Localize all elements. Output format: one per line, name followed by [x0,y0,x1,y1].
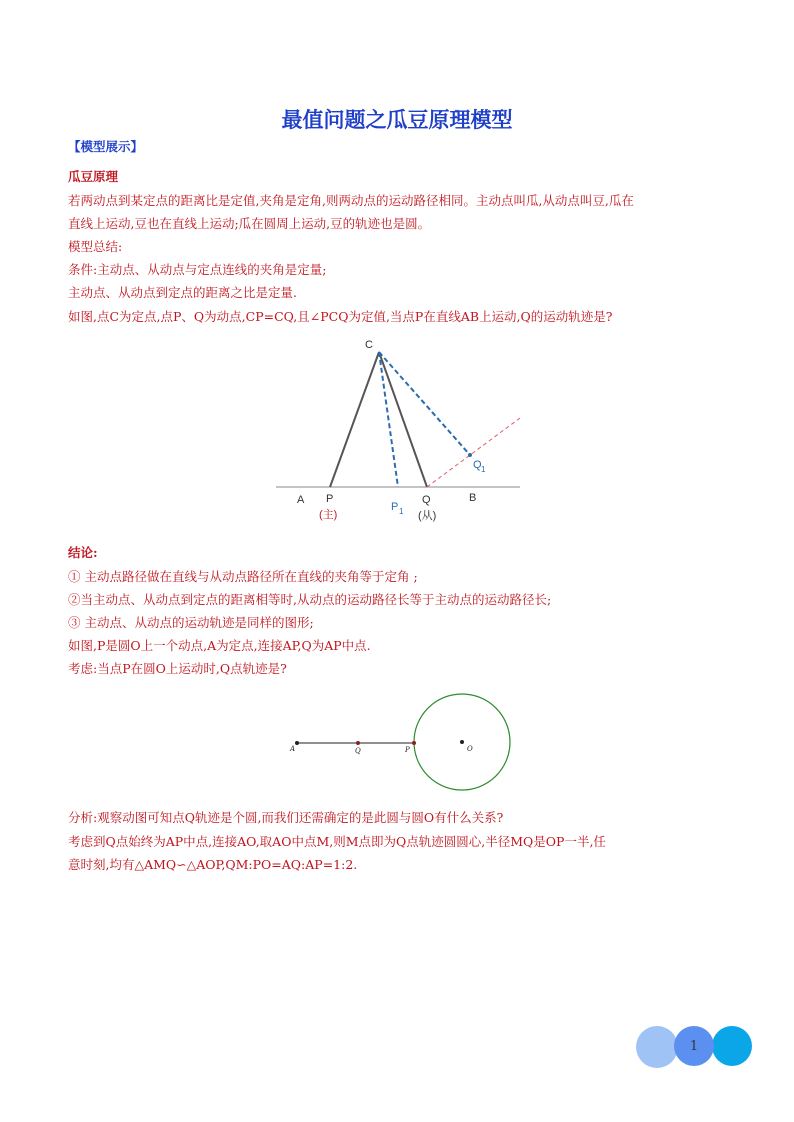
page-badge-right [712,1026,752,1066]
text-line: 直线上运动,豆也在直线上运动;瓜在圆周上运动,豆的轨迹也是圆。 [68,216,431,231]
subtitle: 瓜豆原理 [68,169,119,184]
label-a2: A [290,745,296,753]
text-line: 若两动点到某定点的距离比是定值,夹角是定角,则两动点的运动路径相同。主动点叫瓜,从动点叫豆,瓜在 [68,193,634,208]
label-p1: P [391,501,399,513]
label-a: A [297,494,305,506]
label-q2: Q [355,747,361,755]
text-line: 模型总结: [68,239,123,254]
label-p2: P [405,746,410,754]
page-badge-left [636,1026,678,1068]
label-q1-sub: 1 [481,465,486,474]
label-c: C [365,339,373,351]
page-title: 最值问题之瓜豆原理模型 [281,108,513,132]
text-line: 如图,点C为定点,点P、Q为动点,CP=CQ,且∠PCQ为定值,当点P在直线AB上运动,Q的运动轨迹是? [68,309,613,324]
conclusion-line: ① 主动点路径做在直线与从动点路径所在直线的夹角等于定角 ; [68,569,418,584]
label-cong: (从) [418,510,437,522]
conclusion-line: 如图,P是圆O上一个动点,A为定点,连接AP,Q为AP中点. [68,638,371,653]
label-b: B [469,492,477,504]
label-o2: O [467,745,473,753]
text-line: 主动点、从动点到定点的距离之比是定量. [68,285,297,300]
analysis-line: 分析:观察动图可知点Q轨迹是个圆,而我们还需确定的是此圆与圆O有什么关系? [68,810,504,825]
label-p: P [326,493,334,505]
text-line: 条件:主动点、从动点与定点连线的夹角是定量; [68,262,327,277]
section-label: 【模型展示】 [68,139,144,154]
analysis-line: 考虑到Q点始终为AP中点,连接AO,取AO中点M,则M点即为Q点轨迹圆圆心,半径MQ是OP一半,任 [68,834,606,849]
conclusion-line: 考虑:当点P在圆O上运动时,Q点轨迹是? [68,661,287,676]
conclusion-label: 结论: [68,545,98,560]
page-number: 1 [689,1039,699,1054]
label-q1: Q [473,459,482,471]
label-zhu: (主) [319,509,338,521]
conclusion-line: ③ 主动点、从动点的运动轨迹是同样的图形; [68,615,314,630]
label-q: Q [422,494,431,506]
analysis-line: 意时刻,均有△AMQ∽△AOP,QM:PO=AQ:AP=1:2. [68,857,358,872]
conclusion-line: ②当主动点、从动点到定点的距离相等时,从动点的运动路径长等于主动点的运动路径长; [68,592,552,607]
label-p1-sub: 1 [399,507,404,516]
